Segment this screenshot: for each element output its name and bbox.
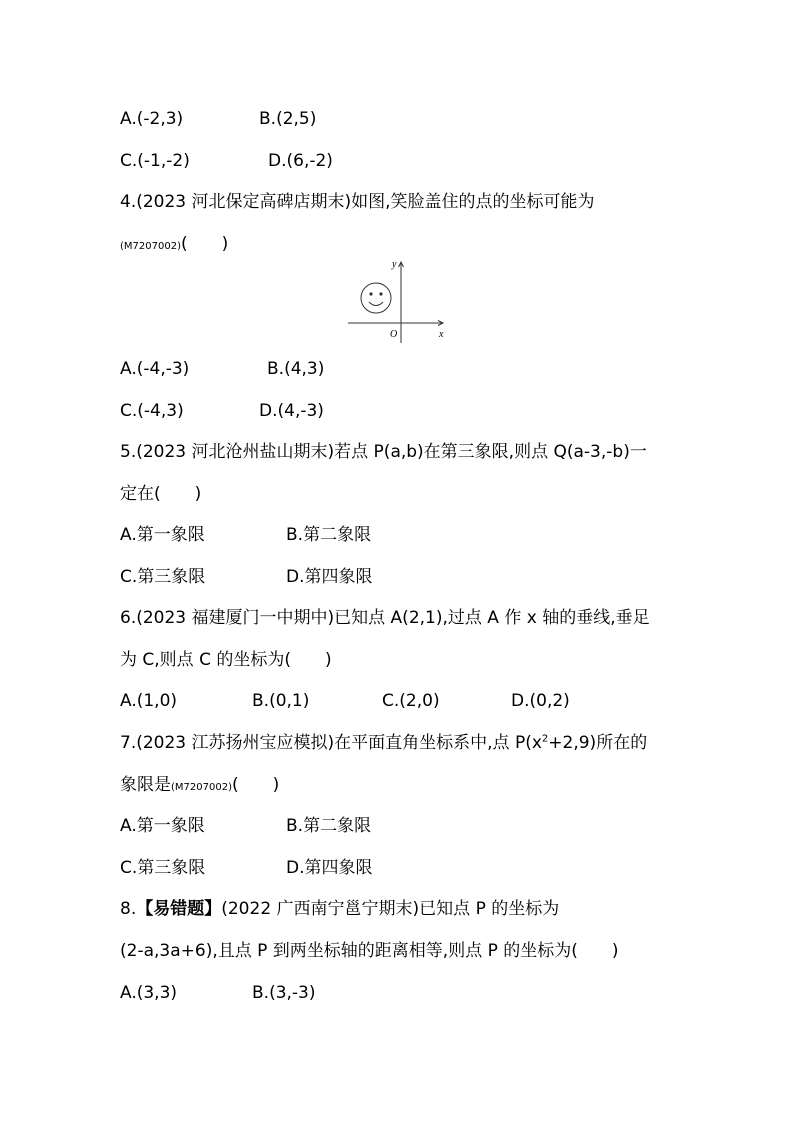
q4-code: (M7207002) xyxy=(120,241,181,252)
q4-option-c: C.(-4,3) xyxy=(120,401,184,421)
q6-option-a: A.(1,0) xyxy=(120,691,178,711)
q7-exponent: 2 xyxy=(541,733,549,745)
q7-option-a: A.第一象限 xyxy=(120,816,205,836)
q4-coordinate-figure xyxy=(340,255,450,345)
q6-stem-line2: 为 C,则点 C 的坐标为( ) xyxy=(120,650,332,670)
q8-tag: 【易错题】 xyxy=(136,899,222,919)
q6-option-d: D.(0,2) xyxy=(511,691,570,711)
q8-stem-line1-post: (2022 广西南宁邕宁期末)已知点 P 的坐标为 xyxy=(221,899,560,919)
q6-option-c: C.(2,0) xyxy=(382,691,440,711)
q7-option-c: C.第三象限 xyxy=(120,858,206,878)
q3-option-a: A.(-2,3) xyxy=(120,109,184,129)
q5-option-a: A.第一象限 xyxy=(120,525,205,545)
q7-stem-line2-pre: 象限是 xyxy=(120,775,171,795)
q5-stem-line2: 定在( ) xyxy=(120,484,202,504)
q4-option-a: A.(-4,-3) xyxy=(120,359,190,379)
q8-option-b: B.(3,-3) xyxy=(252,983,316,1003)
q5-option-b: B.第二象限 xyxy=(286,525,372,545)
q7-stem-line1-post: +2,9)所在的 xyxy=(548,733,648,753)
q8-stem-line1 xyxy=(120,898,559,920)
q7-blank: ( ) xyxy=(231,775,280,795)
q6-option-b: B.(0,1) xyxy=(252,691,310,711)
q5-option-d: D.第四象限 xyxy=(286,567,373,587)
q7-option-d: D.第四象限 xyxy=(286,858,373,878)
x-axis-label: x xyxy=(439,329,444,340)
q4-option-b: B.(4,3) xyxy=(267,359,325,379)
q4-stem-line2 xyxy=(120,233,228,258)
q8-number: 8. xyxy=(120,899,137,919)
q5-option-c: C.第三象限 xyxy=(120,567,206,587)
q7-stem-line1-pre: 7.(2023 江苏扬州宝应模拟)在平面直角坐标系中,点 P(x xyxy=(120,733,542,753)
q7-stem-line1 xyxy=(120,732,647,754)
q3-option-c: C.(-1,-2) xyxy=(120,151,190,171)
q5-stem-line1: 5.(2023 河北沧州盐山期末)若点 P(a,b)在第三象限,则点 Q(a-3,-b)一 xyxy=(120,442,647,462)
q6-stem-line1: 6.(2023 福建厦门一中期中)已知点 A(2,1),过点 A 作 x 轴的垂线,垂足 xyxy=(120,608,650,628)
origin-label: O xyxy=(390,329,398,340)
q8-option-a: A.(3,3) xyxy=(120,983,178,1003)
q4-blank: ( ) xyxy=(180,234,229,254)
q4-option-d: D.(4,-3) xyxy=(259,401,324,421)
y-axis-label: y xyxy=(392,259,397,270)
q7-stem-line2 xyxy=(120,774,279,799)
smiley-face-icon xyxy=(361,283,391,313)
q7-code: (M7207002) xyxy=(171,782,232,793)
q3-option-d: D.(6,-2) xyxy=(268,151,333,171)
q4-stem-line1: 4.(2023 河北保定高碑店期末)如图,笑脸盖住的点的坐标可能为 xyxy=(120,192,595,212)
q8-stem-line2: (2-a,3a+6),且点 P 到两坐标轴的距离相等,则点 P 的坐标为( ) xyxy=(120,941,619,961)
q7-option-b: B.第二象限 xyxy=(286,816,372,836)
q3-option-b: B.(2,5) xyxy=(259,109,317,129)
